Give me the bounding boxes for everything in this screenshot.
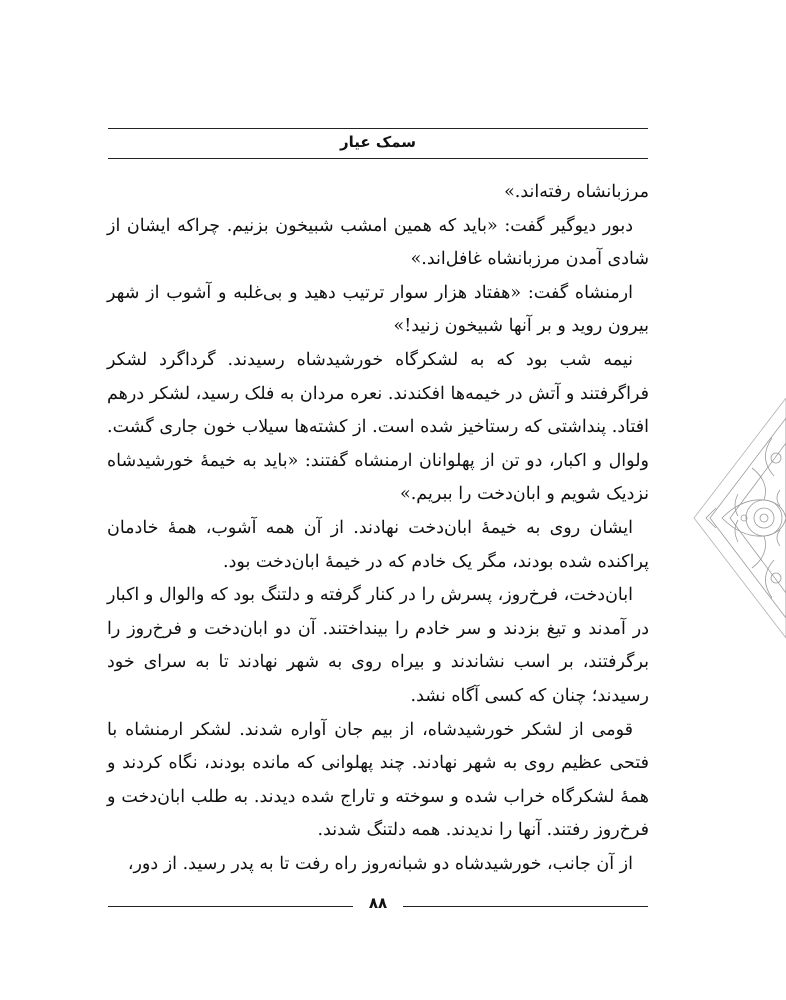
footer-rule-left [108, 906, 353, 907]
paragraph: ایشان روی به خیمهٔ ابان‌دخت نهادند. از آن همه آشوب، همهٔ خادمان پراکنده شده بودند، مگر یک خادم که در خیمهٔ ابان‌دخت بود. [107, 517, 649, 572]
header-rule-top [108, 128, 648, 129]
header-rule-bottom [108, 158, 648, 159]
running-header-title: سمک عیار [339, 133, 417, 151]
paragraph: مرزبانشاه رفته‌اند.» [504, 182, 649, 202]
paragraph: ارمنشاه گفت: «هفتاد هزار سوار ترتیب دهید و بی‌غلبه و آشوب از شهر بیرون روید و بر آنها شبیخون زنید!» [107, 282, 649, 337]
footer-rule-right [403, 906, 648, 907]
paragraph: از آن جانب، خورشیدشاه دو شبانه‌روز راه رفت تا به پدر رسید. از دور، [127, 853, 633, 874]
page-number: ۸۸ [368, 894, 388, 912]
page-footer [108, 894, 648, 918]
paragraph: قومی از لشکر خورشیدشاه، از بیم جان آواره شدند. لشکر ارمنشاه با فتحی عظیم روی به شهر نهادند. چند پهلوانی که مانده بودند، نگاه کردند و همهٔ لشکرگاه خراب شده و سوخته و تاراج شده دیدند. به طلب ابان‌دخت و فرخ‌روز رفتند. آنها را ندیدند. همه دلتنگ شدند. [107, 719, 649, 841]
paragraph: ابان‌دخت، فرخ‌روز، پسرش را در کنار گرفته و دلتنگ بود که والوال و اکبار در آمدند و تیغ بزدند و سر خادم را بینداختند. آن دو ابان‌دخت و فرخ‌روز را برگرفتند، بر اسب نشاندند و بیراه روی به شهر نهادند تا به سرای خود رسیدند؛ چنان که کسی آگاه نشد. [107, 585, 649, 706]
decorative-arabesque-ornament [692, 398, 786, 638]
paragraph: دبور دیوگیر گفت: «باید که همین امشب شبیخون بزنیم. چراکه ایشان از شادی آمدن مرزبانشاه غافل‌اند.» [107, 215, 649, 270]
paragraph: نیمه شب بود که به لشکرگاه خورشیدشاه رسیدند. گرداگرد لشکر فراگرفتند و آتش در خیمه‌ها افکندند. نعره مردان به فلک رسید، لشکر درهم افتاد. پنداشتی که رستاخیز شده است. از کشته‌ها سیلاب خون جاری گشت. ولوال و اکبار، دو تن از پهلوانان ارمنشاه گفتند: «باید به خیمهٔ خورشیدشاه نزدیک شویم و ابان‌دخت را ببریم.» [107, 349, 649, 505]
page-body [107, 176, 649, 881]
